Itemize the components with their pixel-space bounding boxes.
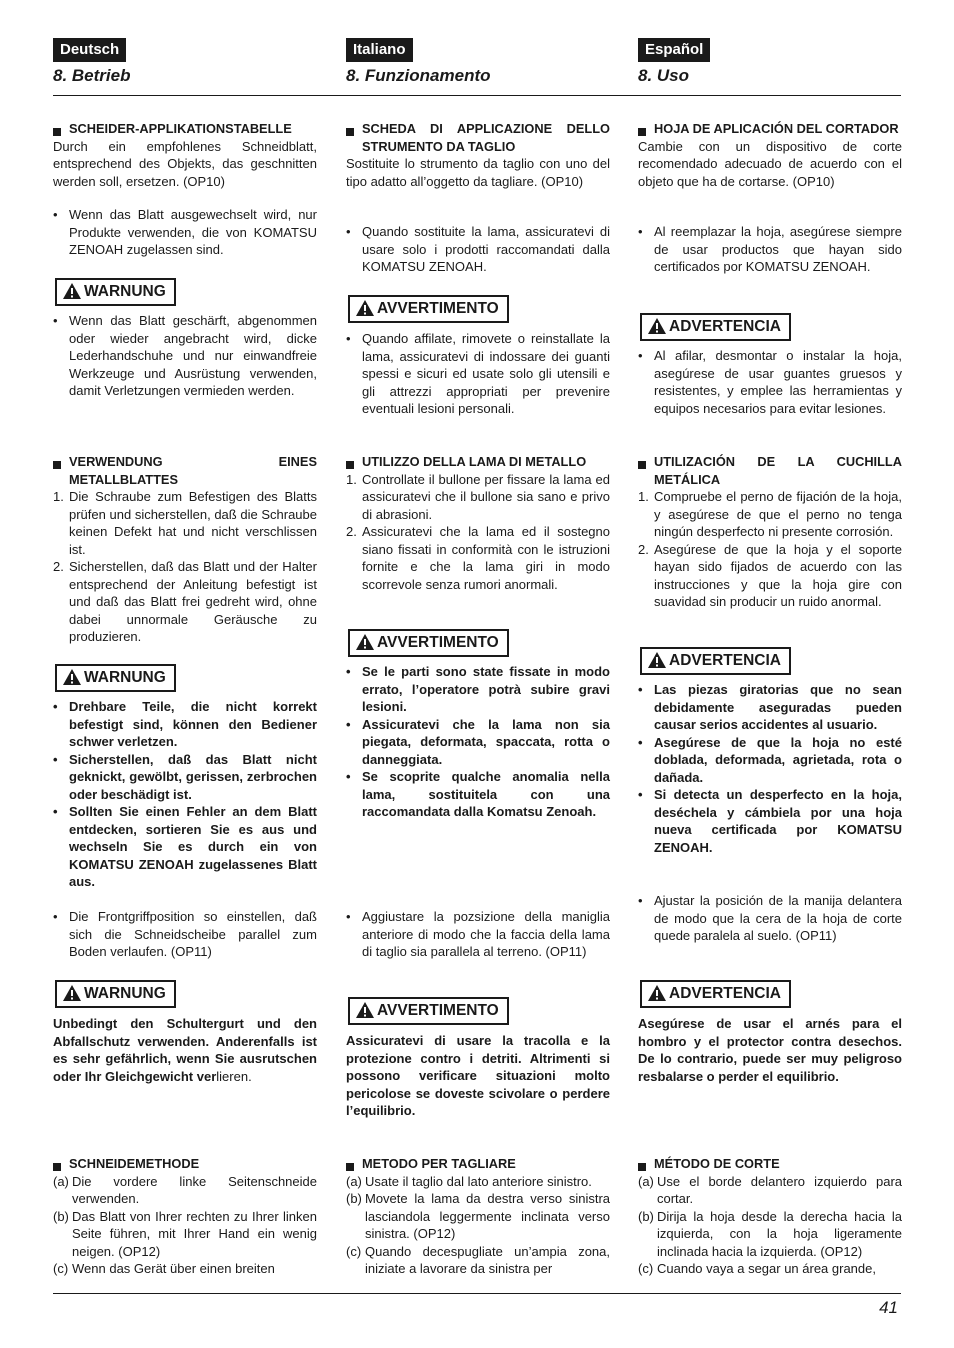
list-item-text: Quando decespugliate un’ampia zona, iniziate a lavorare da sinistra per [365,1243,610,1276]
subsection-heading [53,1155,317,1173]
bullet-icon: • [53,909,58,924]
list-item-text: Assicuratevi che la lama ed il sostegno siano fissati in conformità con le istruzioni fornite e che la lama giri in modo scorrevole senza rumori anormali. [362,524,610,592]
warning-text-tail: lieren. [216,1068,252,1084]
list-item-text: Use el borde delantero izquierdo para cortar. [657,1173,902,1206]
list-item-text: Das Blatt von Ihrer rechten zu Ihrer linken Seite führen, mit Ihrer Hand ein wenig neigen. (OP12) [72,1208,317,1259]
warning-triangle-icon [648,985,669,1002]
numbered-item [53,488,317,558]
lettered-item [346,1190,610,1243]
warning-box [640,313,791,341]
item-number: 2. [53,559,64,574]
bullet-icon: • [638,224,643,239]
list-item-text: Cuando vaya a segar un área grande, [657,1261,876,1276]
warning-triangle-icon [356,634,377,651]
warning-triangle-icon [648,318,669,335]
warning-triangle-icon [356,1002,377,1019]
warning-content [53,312,317,400]
section-application-table [346,120,610,190]
note-bullet [638,223,902,276]
item-number: 1. [638,489,649,504]
list-item-text: Die Schraube zum Befestigen des Blatts prüfen und sicherstellen, daß die Schraube keinen Defekt hat und nicht verschlissen ist. [69,489,317,557]
list-item-text: Asegúrese de que la hoja no esté doblada, deformada, agrietada, rota o dañada. [654,734,902,785]
section-title: 8. Betrieb [53,66,131,85]
paragraph: Sostituite lo strumento da taglio con uno del tipo adatto all’oggetto da tagliare. (OP10) [346,156,610,189]
section-title: 8. Funzionamento [346,66,491,85]
square-bullet-icon [346,124,354,142]
list-item-text: Dirija la hoja desde la derecha hacia la izquierda, con la hoja ligeramente inclinada hacia la izquierda. (OP12) [657,1208,902,1259]
list-item [53,751,317,804]
bullet-icon: • [53,751,58,767]
warning-triangle-icon [63,283,84,300]
column-espanol [638,0,902,1348]
warning-content [638,681,902,856]
warning-box [55,664,176,692]
numbered-item [638,541,902,611]
warning-label: AVVERTIMENTO [377,1002,499,1019]
bullet-icon: • [346,664,351,679]
list-item [346,908,610,961]
list-item-text: Sollten Sie einen Fehler an dem Blatt entdecken, sortieren Sie es aus und wechseln Sie es durch ein von KOMATSU ZENOAH zugelassenes Blatt aus. [69,804,317,889]
warning-content [638,347,902,417]
list-item-text: Wenn das Blatt ausgewechselt wird, nur Produkte verwenden, die von KOMATSU ZENOAH zugelassen sind. [69,207,317,257]
warning-label: AVVERTIMENTO [377,634,499,651]
bullet-icon: • [638,787,643,802]
bullet-icon: • [638,893,643,908]
list-item-text: Al reemplazar la hoja, asegúrese siempre de usar productos que hayan sido certificados por KOMATSU ZENOAH. [654,224,902,274]
list-item-text: Quando sostituite la lama, assicuratevi di usare solo i prodotti raccomandati dalla KOMATSU ZENOAH. [362,224,610,274]
list-item [346,330,610,418]
lettered-item [53,1260,317,1278]
heading-text: VERWENDUNG EINES METALLBLATTES [69,454,317,487]
item-letter: (c) [53,1261,69,1276]
language-label: Deutsch [53,38,126,62]
bullet-icon: • [53,313,58,328]
lettered-item [53,1173,317,1208]
warning-content [53,698,317,891]
warning-box [348,295,509,323]
bullet-icon: • [53,804,58,819]
lettered-item [53,1208,317,1261]
list-item-text: Die vordere linke Seitenschneide verwenden. [72,1173,317,1206]
note-bullet [53,908,317,961]
subsection-heading [346,1155,610,1173]
list-item-text: Se scoprite qualche anomalia nella lama, sostituitela con una raccomandata dalla Komatsu Zenoah. [362,769,610,819]
item-letter: (c) [346,1243,362,1259]
item-letter: (b) [346,1191,362,1206]
list-item-text: Compruebe el perno de fijación de la hoja, y asegúrese de que el perno no tenga ningún desperfecto ni presente corrosión. [654,489,902,539]
list-item [638,223,902,276]
warning-text: Unbedingt den Schultergurt und den Abfallschutz verwenden. Anderenfalls ist es sehr gefährlich, wenn Sie ausrutschen oder Ihr Gleichgewicht ver [53,1016,317,1084]
item-letter: (b) [638,1208,654,1224]
item-letter: (a) [346,1173,362,1189]
note-bullet [638,892,902,945]
list-item [53,698,317,751]
warning-box [640,647,791,675]
warning-box [640,980,791,1008]
paragraph: Cambie con un dispositivo de corte recomendado adecuado de acuerdo con el objeto que ha de cortarse. (OP10) [638,138,902,189]
subsection-heading [53,120,317,138]
heading-text: SCHEDA DI APPLICAZIONE DELLO STRUMENTO DA TAGLIO [362,121,610,154]
warning-label: WARNUNG [84,283,166,300]
numbered-item [638,488,902,541]
list-item-text: Las piezas giratorias que no sean debidamente aseguradas pueden causar serios accidentes al usuario. [654,682,902,732]
heading-text: HOJA DE APLICACIÓN DEL CORTADOR [654,121,899,136]
note-bullet [346,223,610,276]
warning-content [346,663,610,821]
list-item [346,716,610,769]
subsection-heading [638,453,902,488]
warning-box [55,980,176,1008]
list-item-text: Wenn das Gerät über einen breiten [72,1261,275,1276]
square-bullet-icon [638,457,646,475]
warning-triangle-icon [63,669,84,686]
list-item-text: Al afilar, desmontar o instalar la hoja, asegúrese de usar guantes gruesos y resistentes, y emplee las herramientas y equipos necesarios para evitar lesiones. [654,348,902,416]
lettered-item [346,1243,610,1278]
bullet-icon: • [638,682,643,697]
note-bullet [346,908,610,961]
warning-triangle-icon [648,652,669,669]
lettered-item [638,1208,902,1261]
bullet-icon: • [346,716,351,732]
warning-label: AVVERTIMENTO [377,300,499,317]
list-item-text: Die Frontgriffposition so einstellen, daß sich die Schneidscheibe parallel zum Boden verlaufen. (OP11) [69,909,317,959]
heading-text: SCHNEIDEMETHODE [69,1156,200,1171]
list-item [638,347,902,417]
bullet-icon: • [346,331,351,346]
lettered-item [638,1173,902,1208]
heading-text: METODO PER TAGLIARE [362,1156,516,1171]
square-bullet-icon [53,124,61,142]
section-metal-blade [346,453,610,593]
list-item-text: Si detecta un desperfecto en la hoja, deséchela y cámbiela por una hoja nueva certificada por KOMATSU ZENOAH. [654,787,902,855]
bullet-icon: • [346,224,351,239]
item-letter: (a) [53,1173,69,1189]
bullet-icon: • [346,909,351,924]
list-item-text: Controllate il bullone per fissare la lama ed assicuratevi che il bullone sia sano e privo di abrasioni. [362,471,610,522]
item-number: 1. [346,471,357,487]
warning-box [55,278,176,306]
list-item [346,663,610,716]
list-item-text: Se le parti sono state fissate in modo errato, l’operatore potrà subire gravi lesioni. [362,664,610,714]
list-item-text: Quando affilate, rimovete o reinstallate la lama, assicuratevi di indossare dei guanti spessi e sicuri ed usate solo gli utensili e gli attrezzi appropriati per prevenire eventuali lesioni personali. [362,331,610,416]
bullet-icon: • [53,207,58,222]
subsection-heading [638,120,902,138]
note-bullet [53,206,317,259]
list-item-text: Movete la lama da destra verso sinistra lasciandola leggermente inclinata verso sinistra. (OP12) [365,1191,610,1241]
section-application-table [638,120,902,190]
warning-text: Asegúrese de usar el arnés para el hombro y el protector contra desechos. De lo contrario, puede ser muy peligroso resbalarse o perder el equilibrio. [638,1016,902,1084]
list-item [638,892,902,945]
item-number: 2. [638,541,649,557]
warning-label: WARNUNG [84,669,166,686]
warning-label: ADVERTENCIA [669,652,781,669]
list-item [53,803,317,891]
section-title: 8. Uso [638,66,690,85]
warning-content [638,1015,902,1085]
warning-label: WARNUNG [84,985,166,1002]
list-item [346,223,610,276]
page-number: 41 [879,1298,898,1317]
lettered-item [346,1173,610,1191]
list-item-text: Ajustar la posición de la manija delantera de modo que la cera de la hoja de corte quede paralela al suelo. (OP11) [654,893,902,943]
list-item [53,312,317,400]
list-item [53,206,317,259]
numbered-item [346,471,610,524]
square-bullet-icon [53,457,61,475]
warning-content [346,330,610,418]
lettered-item [638,1260,902,1278]
heading-text: UTILIZACIÓN DE LA CUCHILLA METÁLICA [654,454,902,487]
item-letter: (a) [638,1173,654,1189]
subsection-heading [53,453,317,488]
list-item-text: Asegúrese de que la hoja y el soporte hayan sido fijados de acuerdo con las instrucciones y que la hoja gire con suavidad sin producir un ruido anormal. [654,541,902,609]
bullet-icon: • [346,769,351,784]
subsection-heading [346,120,610,155]
column-italiano [346,0,610,1348]
list-item [346,768,610,821]
language-label: Español [638,38,710,62]
subsection-heading [346,453,610,471]
warning-text: Assicuratevi di usare la tracolla e la protezione contro i detriti. Altrimenti si possono verificare situazioni molto pericolose se doveste scivolare o perdere l’equilibrio. [346,1033,610,1118]
list-item-text: Aggiustare la pozsizione della maniglia anteriore di modo che la faccia della lama di taglio sia parallela al terreno. (OP11) [362,909,610,959]
warning-label: ADVERTENCIA [669,318,781,335]
item-number: 2. [346,524,357,539]
list-item-text: Sicherstellen, daß das Blatt nicht geknickt, gewölbt, gerissen, zerbrochen oder beschädigt ist. [69,751,317,802]
list-item [53,908,317,961]
bullet-icon: • [638,348,643,363]
warning-box [348,997,509,1025]
warning-triangle-icon [63,985,84,1002]
item-letter: (c) [638,1261,654,1276]
list-item [638,734,902,787]
section-cutting-method [638,1155,902,1278]
section-metal-blade [638,453,902,611]
item-number: 1. [53,489,64,504]
section-application-table [53,120,317,190]
list-item [638,786,902,856]
list-item-text: Assicuratevi che la lama non sia piegata, deformata, spaccata, rotta o danneggiata. [362,716,610,767]
paragraph: Durch ein empfohlenes Schneidblatt, entsprechend des Objekts, das geschnitten werden soll, ersetzen. (OP10) [53,138,317,189]
language-label: Italiano [346,38,413,62]
column-deutsch [53,0,317,1348]
list-item-text: Wenn das Blatt geschärft, abgenommen oder wieder angebracht wird, dicke Lederhandschuhe und nur einwandfreie Werkzeuge und Ausrüstung verwenden, damit Verletzungen vermieden werden. [69,313,317,398]
section-cutting-method [53,1155,317,1278]
numbered-item [346,523,610,593]
list-item [638,681,902,734]
warning-content [53,1015,317,1085]
heading-text: UTILIZZO DELLA LAMA DI METALLO [362,454,587,469]
section-metal-blade [53,453,317,646]
bullet-icon: • [638,734,643,750]
list-item-text: Drehbare Teile, die nicht korrekt befestigt sind, können den Bediener schwer verletzen. [69,699,317,749]
item-letter: (b) [53,1208,69,1224]
section-cutting-method [346,1155,610,1278]
subsection-heading [638,1155,902,1173]
warning-triangle-icon [356,300,377,317]
list-item-text: Sicherstellen, daß das Blatt und der Halter entsprechend der Anleitung befestigt ist und daß das Blatt frei gedreht wird, ohne dabei unnormale Geräusche zu produzieren. [69,559,317,644]
numbered-item [53,558,317,646]
square-bullet-icon [638,124,646,142]
list-item-text: Usate il taglio dal lato anteriore sinistro. [365,1173,592,1189]
warning-content [346,1032,610,1120]
warning-box [348,629,509,657]
heading-text: MÉTODO DE CORTE [654,1156,780,1171]
warning-label: ADVERTENCIA [669,985,781,1002]
heading-text: SCHEIDER-APPLIKATIONSTABELLE [69,121,292,136]
bullet-icon: • [53,699,58,714]
